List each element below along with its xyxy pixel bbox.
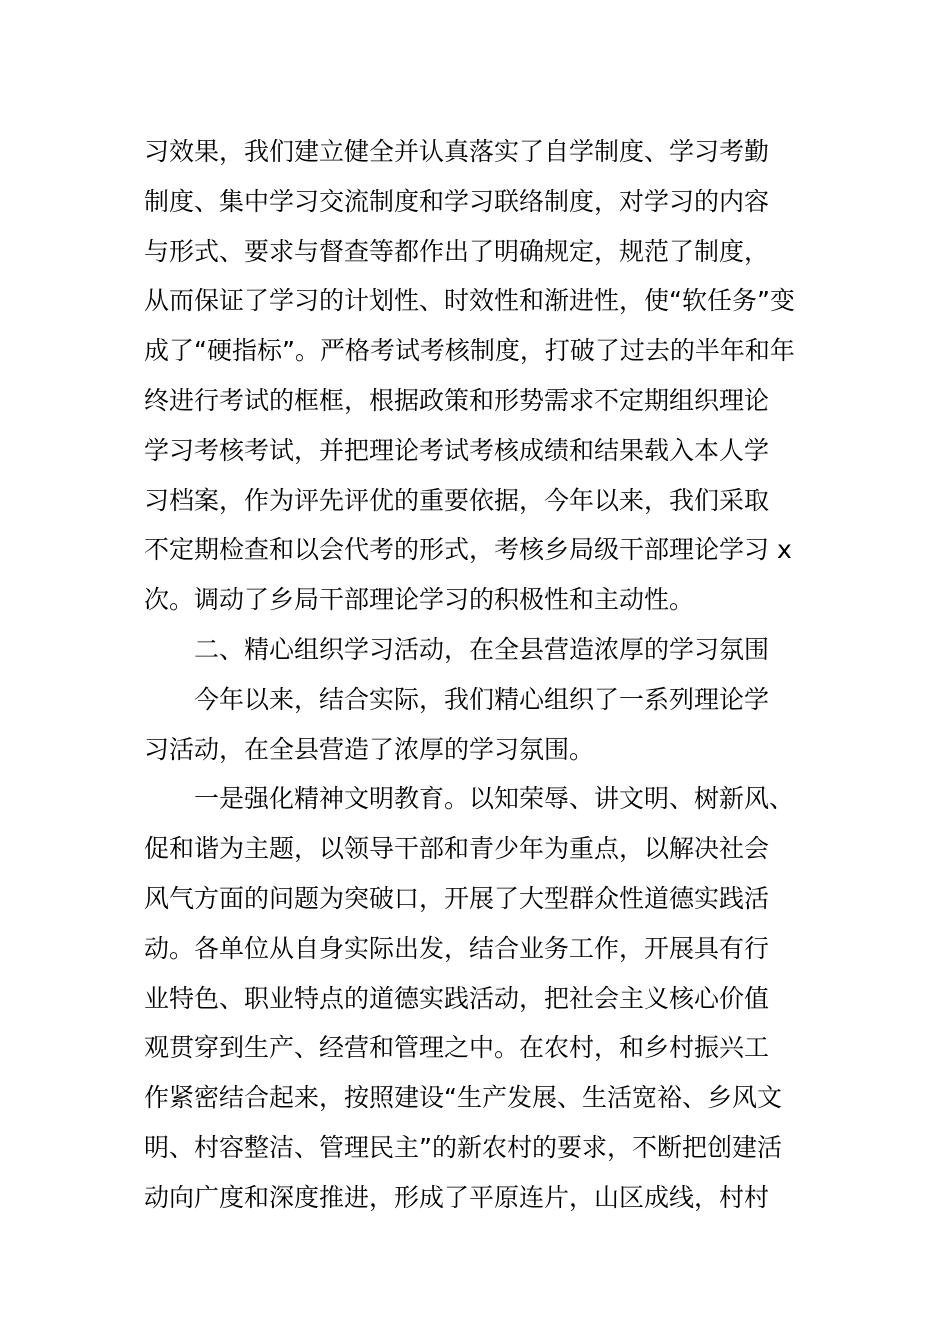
text-line: 不定期检查和以会代考的形式，考核乡局级干部理论学习 x: [144, 535, 792, 565]
text-line: 与形式、要求与督查等都作出了明确规定，规范了制度，: [144, 236, 770, 266]
text-line: 习活动，在全县营造了浓厚的学习氛围。: [144, 734, 595, 764]
text-line: 动。各单位从自身实际出发，结合业务工作，开展具有行: [144, 933, 770, 963]
text-line: 从而保证了学习的计划性、时效性和渐进性，使“软任务”变: [144, 286, 795, 316]
text-line: 观贯穿到生产、经营和管理之中。在农村，和乡村振兴工: [144, 1033, 770, 1063]
text-line: 今年以来，结合实际，我们精心组织了一系列理论学: [194, 684, 770, 714]
text-line: 风气方面的问题为突破口，开展了大型群众性道德实践活: [144, 883, 770, 913]
text-line: 二、精心组织学习活动，在全县营造浓厚的学习氛围: [194, 634, 770, 664]
text-line: 动向广度和深度推进，形成了平原连片，山区成线，村村: [144, 1182, 770, 1212]
text-line: 作紧密结合起来，按照建设“生产发展、生活宽裕、乡风文: [144, 1083, 782, 1113]
text-line: 制度、集中学习交流制度和学习联络制度，对学习的内容: [144, 186, 770, 216]
text-line: 习效果，我们建立健全并认真落实了自学制度、学习考勤: [144, 137, 770, 166]
text-line: 促和谐为主题，以领导干部和青少年为重点，以解决社会: [144, 834, 770, 864]
document-body: [144, 127, 834, 1223]
text-line: 习档案，作为评先评优的重要依据，今年以来，我们采取: [144, 485, 770, 515]
text-line: 终进行考试的框框，根据政策和形势需求不定期组织理论: [144, 385, 770, 415]
text-line: 业特色、职业特点的道德实践活动，把社会主义核心价值: [144, 983, 770, 1013]
text-line: 明、村容整洁、管理民主”的新农村的要求，不断把创建活: [144, 1132, 782, 1162]
text-line: 成了“硬指标”。严格考试考核制度，打破了过去的半年和年: [144, 336, 795, 366]
text-line: 一是强化精神文明教育。以知荣辱、讲文明、树新风、: [194, 784, 795, 814]
text-line: 学习考核考试，并把理论考试考核成绩和结果载入本人学: [144, 435, 770, 465]
text-line: 次。调动了乡局干部理论学习的积极性和主动性。: [144, 585, 695, 615]
